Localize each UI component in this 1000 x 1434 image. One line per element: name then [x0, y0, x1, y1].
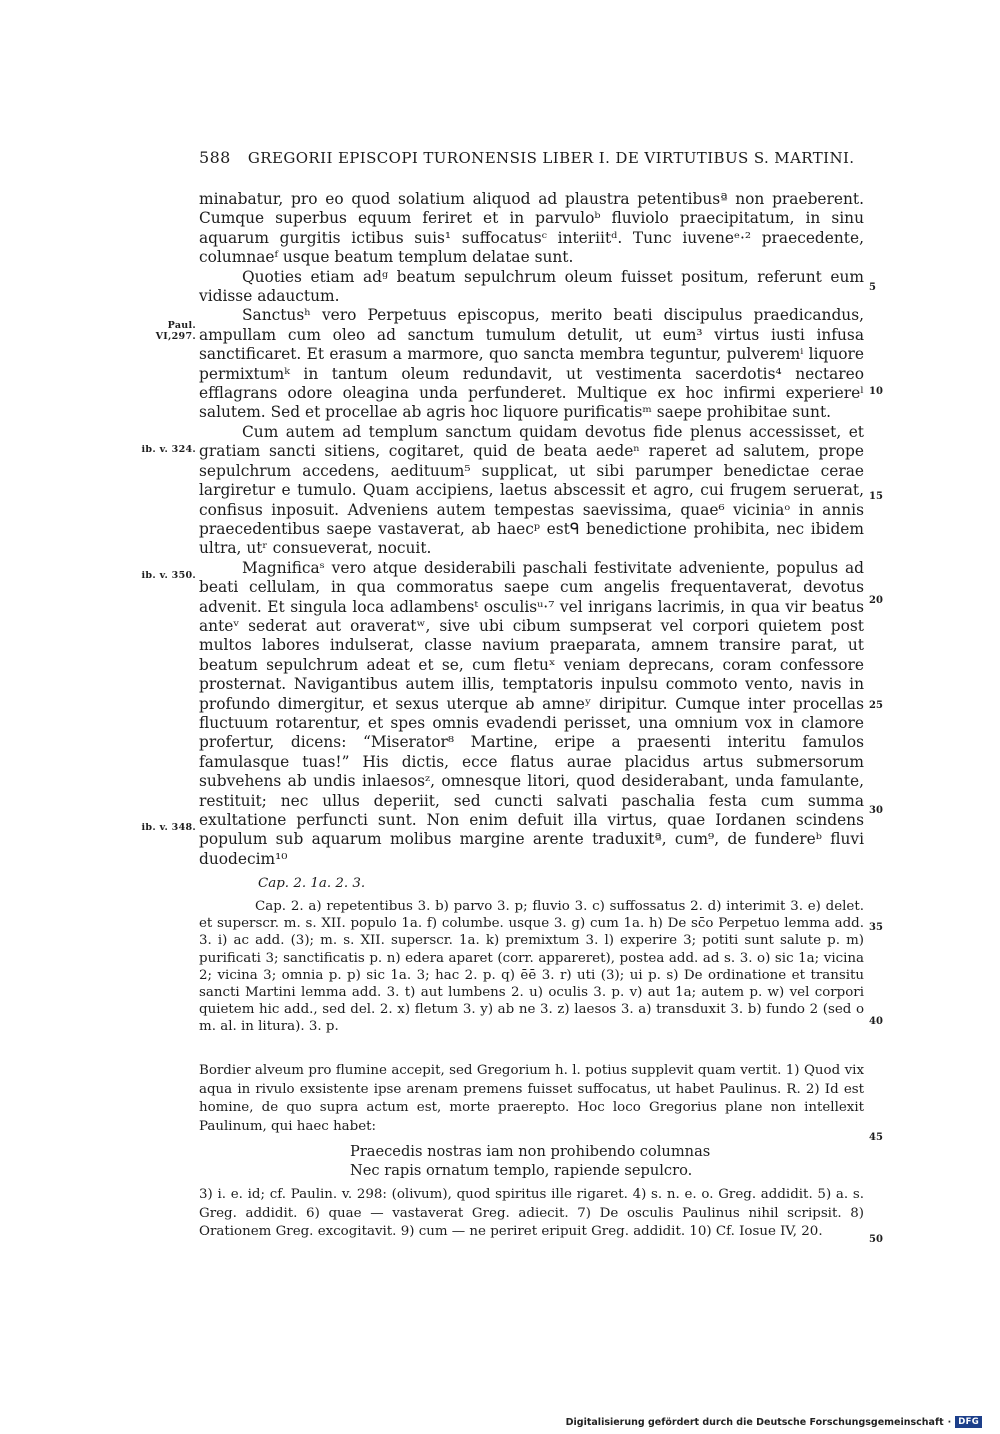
- side-note: ib. v. 348.: [141, 822, 196, 833]
- apparatus-heading: Cap. 2. 1a. 2. 3.: [258, 876, 366, 891]
- paragraph: Cum autem ad templum sanctum quidam devotus fide plenus accessisset, et gratiam sancti sitiens, cogitaret, quid de beata aedeⁿ raperet ad salutem, prope sepulchrum accedens, aedituum⁵ supplicat, ut sibi parumper benedictae cerae largiretur e tumulo. Quam accipiens, laetus abscessit et agro, cui frugem seruerat, confisus inposuit. Adveniens autem tempestas saevissima, quae⁶ viciniaᵒ in annis praecedentibus saepe vastaverat, ab haecᵖ estᑫ benedictione prohibita, nec ibidem ultra, utʳ consueverat, nocuit.: [199, 422, 864, 558]
- footer-credit: Digitalisierung gefördert durch die Deutsche Forschungsgemeinschaft: [565, 1416, 944, 1428]
- digitization-footer: Digitalisierung gefördert durch die Deutsche Forschungsgemeinschaft · DFG: [566, 1416, 982, 1428]
- apparatus-text: Cap. 2. a) repetentibus 3. b) parvo 3. p; fluvio 3. c) suffossatus 2. d) interimit 3. e) delet. et superscr. m. s. XII. populo 1a. f) columbe. usque 3. g) cum 1a. h) De sc̄o Perpetuo lemma add. 3. i) ac add. (3); m. s. XII. superscr. 1a. k) premixtum 3. l) experire 3; potiti sunt salute p. m) purificati 3; sanctificatis p. n) edera aparet (corr. appareret), postea add. ad s. 3. o) sic 1a; vicina 2; vicina 3; omnia p. p) sic 1a. 3; hac 2. p. q) ēē 3. r) uti (3); ui p. s) De ordinatione et transitu sancti Martini lemma add. 3. t) aut lumbens 2. u) oculis 3. p. v) aut 1a; autem p. w) vel corpori quietem hic add., sed del. 2. x) fletum 3. y) ab ne 3. z) laesos 3. a) transduxit 3. b) fundo 2 (sed o m. al. in litura). 3. p.: [199, 899, 864, 1035]
- line-number: 50: [869, 1234, 883, 1245]
- running-head: [199, 148, 869, 167]
- running-title: GREGORII EPISCOPI TURONENSIS LIBER I. DE VIRTUTIBUS S. MARTINI.: [247, 149, 855, 167]
- verse-line: Praecedis nostras iam non prohibendo columnas: [350, 1143, 711, 1160]
- line-number: 25: [869, 700, 883, 711]
- commentary-notes-continued: [199, 1186, 864, 1242]
- line-number: 30: [869, 805, 883, 816]
- verse-quotation: [350, 1142, 750, 1180]
- paragraph: Magnificaˢ vero atque desiderabili paschali festivitate adveniente, populus ad beati cellulam, in qua commoratus saepe cum angelis frequentaverat, devotus advenit. Et singula loca adlambensᵗ osculisᵘ·⁷ vel inrigans lacrimis, in qua vir beatus anteᵛ sederat aut oraveratʷ, sive ubi cibum sumpserat vel corpori quietem post multos labores indulserat, classe navium praeparata, amnem transire parat, ut beatum sepulchrum adeat et se, cum fletuˣ veniam deprecans, coram confessore prosternat. Navigantibus autem illis, temptatoris inpulsu commoto vento, navis in profundo dimergitur, et sexus uterque ab amneʸ diripitur. Cumque inter procellas fluctuum rotarentur, et spes omnis evadendi perisset, una omnium vox in clamore profertur, dicens: “Miserator⁸ Martine, eripe a praesenti interitu famulos famulasque tuas!” His dictis, ecce flatus aurae placidus artus submersorum subvehens ab undis inlaesosᶻ, omnesque litori, quod desiderabant, unda famulante, restituit; nec ullus deperiit, sed cuncti salvati paschalia festa cum summa exultatione perfuncti sunt. Non enim defuit illa virtus, quae Iordanen scindens populum sub aquarum molibus margine arente traduxitª, cum⁹, de fundereᵇ fluvi duodecim¹⁰: [199, 558, 864, 868]
- main-text: [199, 190, 864, 869]
- line-number: 35: [869, 922, 883, 933]
- side-note: Paul. VI,297.: [155, 320, 196, 342]
- notes-text: Bordier alveum pro flumine accepit, sed Gregorium h. l. potius supplevit quam vertit. 1) Quod vix aqua in rivulo exsistente ipse arenam premens fuisset suffocatus, ut habet Paulinus. R. 2) Id est homine, de quo supra actum est, morte praerepto. Hoc loco Gregorius plane non intellexit Paulinum, qui haec habet:: [199, 1063, 864, 1134]
- dfg-logo: DFG: [955, 1416, 982, 1428]
- side-note: ib. v. 324.: [141, 444, 196, 455]
- line-number: 45: [869, 1132, 883, 1143]
- page-number: 588: [199, 148, 231, 167]
- critical-apparatus: [199, 898, 864, 1036]
- line-number: 5: [869, 282, 876, 293]
- line-number: 40: [869, 1016, 883, 1027]
- side-note: ib. v. 350.: [141, 570, 196, 581]
- line-number: 20: [869, 595, 883, 606]
- commentary-notes: [199, 1062, 864, 1136]
- paragraph: minabatur, pro eo quod solatium aliquod ad plaustra petentibusª non praeberent. Cumque superbus equum feriret et in parvuloᵇ fluviolo praecipitatum, in sinu aquarum gurgitis ictibus suis¹ suffocatusᶜ interiitᵈ. Tunc iuveneᵉ·² praecedente, columnaeᶠ usque beatum templum delatae sunt.: [199, 190, 864, 267]
- paragraph: Quoties etiam adᵍ beatum sepulchrum oleum fuisset positum, referunt eum vidisse adauctum.: [199, 267, 864, 306]
- verse-line: Nec rapis ornatum templo, rapiende sepulcro.: [350, 1162, 693, 1179]
- line-number: 15: [869, 491, 883, 502]
- line-number: 10: [869, 386, 883, 397]
- paragraph: Sanctusʰ vero Perpetuus episcopus, merito beati discipulus praedicandus, ampullam cum oleo ad sanctum tumulum detulit, ut eum³ virtus iusti infusa sanctificaret. Et erasum a marmore, quo sancta membra teguntur, pulveremⁱ liquore permixtumᵏ in tantum oleum redundavit, ut vestimenta sacerdotis⁴ nectareo efflagrans odore oleagina unda perfunderet. Multique ex hoc infirmi experiereˡ salutem. Sed et procellae ab agris hoc liquore purificatisᵐ saepe prohibitae sunt.: [199, 306, 864, 422]
- notes-text: 3) i. e. id; cf. Paulin. v. 298: (olivum), quod spiritus ille rigaret. 4) s. n. e. o. Greg. addidit. 5) a. s. Greg. addidit. 6) quae — vastaverat Greg. adiecit. 7) De osculis Paulinus nihil scripsit. 8) Orationem Greg. excogitavit. 9) cum — ne periret eripuit Greg. addidit. 10) Cf. Iosue IV, 20.: [199, 1187, 864, 1240]
